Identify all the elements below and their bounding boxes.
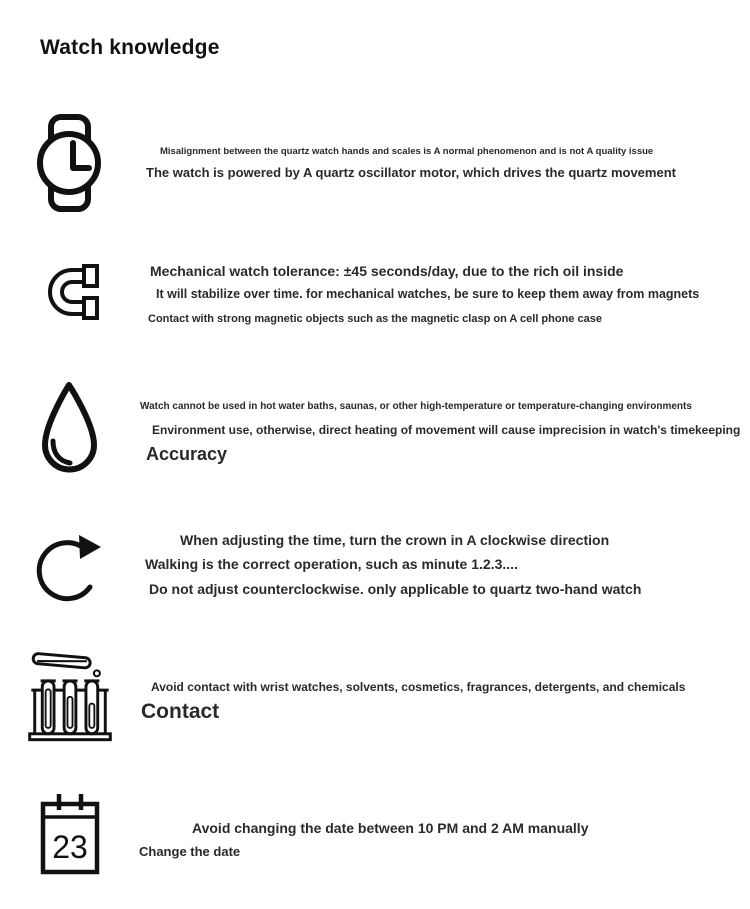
section-contact-heading: Contact xyxy=(141,700,220,723)
section-magnet-line-3: Contact with strong magnetic objects such as the magnetic clasp on A cell phone case xyxy=(148,313,602,325)
section-magnet-line-1: Mechanical watch tolerance: ±45 seconds/day, due to the rich oil inside xyxy=(150,263,624,279)
test-tubes-icon xyxy=(28,642,112,750)
section-date-heading: Change the date xyxy=(139,844,241,859)
section-adjust-line-1: When adjusting the time, turn the crown in A clockwise direction xyxy=(180,532,610,548)
section-quartz-line-1: Misalignment between the quartz watch hands and scales is A normal phenomenon and is not A quality issue xyxy=(160,146,654,157)
section-contact-line-1: Avoid contact with wrist watches, solvents, cosmetics, fragrances, detergents, and chemicals xyxy=(151,680,686,694)
clockwise-arrow-icon xyxy=(35,520,103,614)
watch-icon xyxy=(36,112,102,214)
magnet-icon xyxy=(40,260,104,324)
calendar-day-number: 23 xyxy=(52,829,88,865)
page-title: Watch knowledge xyxy=(40,36,220,59)
water-drop-icon xyxy=(38,378,100,480)
calendar-icon xyxy=(38,789,102,887)
section-accuracy-line-2: Environment use, otherwise, direct heating of movement will cause imprecision in watch's timekeeping xyxy=(152,423,741,437)
section-adjust-line-3: Do not adjust counterclockwise. only applicable to quartz two-hand watch xyxy=(149,581,642,597)
section-magnet-line-2: It will stabilize over time. for mechanical watches, be sure to keep them away from magnets xyxy=(156,287,700,301)
section-date-line-1: Avoid changing the date between 10 PM and 2 AM manually xyxy=(192,820,589,836)
section-quartz-line-2: The watch is powered by A quartz oscillator motor, which drives the quartz movement xyxy=(146,165,676,180)
section-accuracy-line-1: Watch cannot be used in hot water baths, saunas, or other high-temperature or temperature-changing environments xyxy=(140,401,692,412)
section-adjust-line-2: Walking is the correct operation, such as minute 1.2.3.... xyxy=(145,556,518,572)
section-accuracy-heading: Accuracy xyxy=(146,444,228,464)
